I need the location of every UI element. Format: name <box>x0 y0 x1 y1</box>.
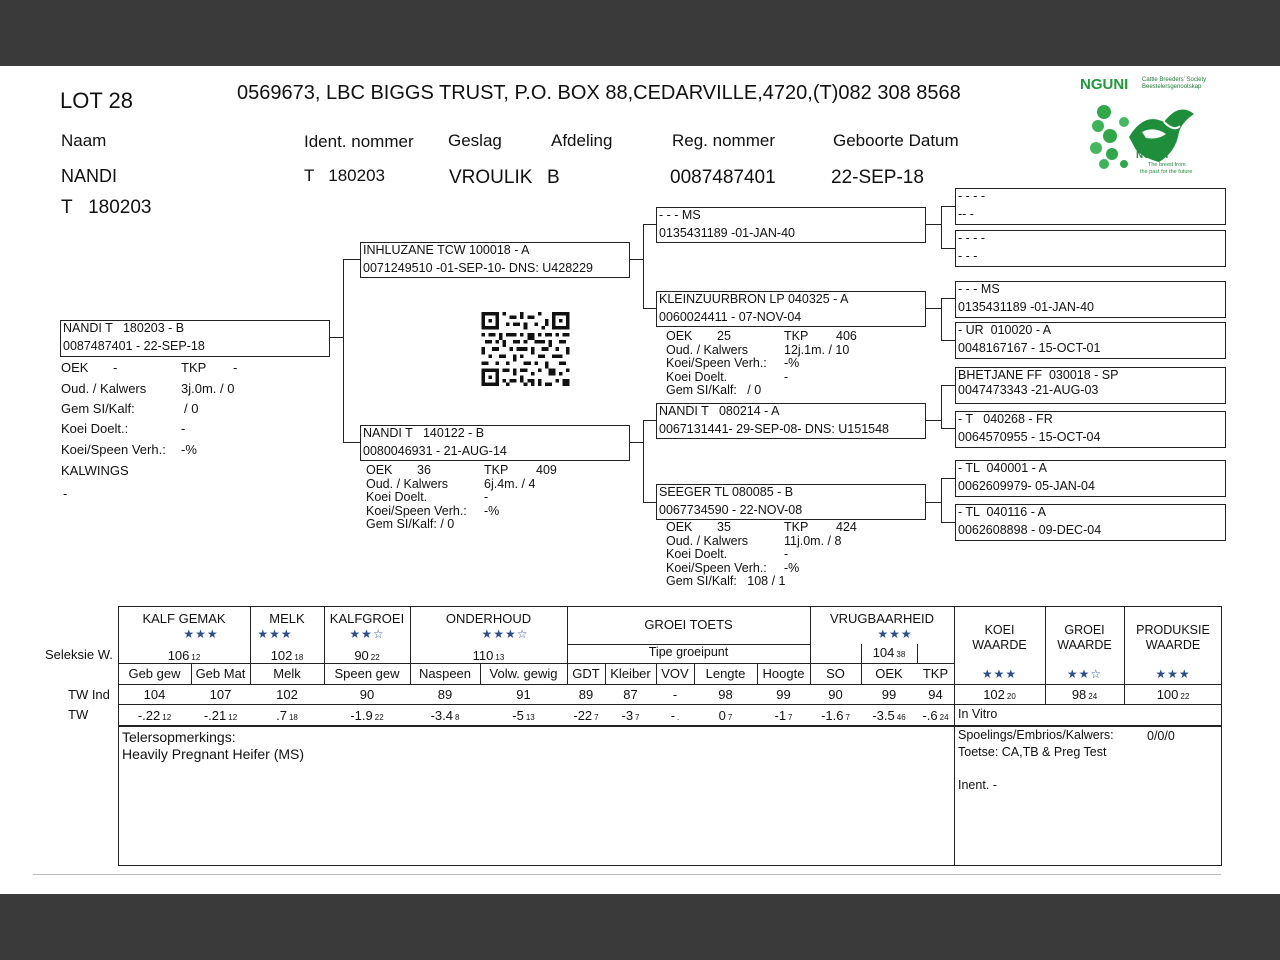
rating-stars-icon: ★★☆ <box>349 627 385 641</box>
nguni-logo <box>1078 74 1214 180</box>
gen4-line2: 0062608898 - 09-DEC-04 <box>958 523 1102 537</box>
tw-sub: 46 <box>896 713 906 722</box>
col-naspeen: Naspeen <box>418 666 472 681</box>
dam-oek: 36 <box>417 463 431 477</box>
sel-num: 110 <box>472 648 494 663</box>
sel-num: 102 <box>270 648 293 663</box>
table-rule <box>118 663 954 664</box>
logo-society-af: Beestelersgenootskap <box>1142 84 1202 90</box>
ss-line2: 0135431189 -01-JAN-40 <box>659 226 795 240</box>
animal-oek-value: - <box>113 360 118 375</box>
koei-waarde-value <box>954 687 1045 702</box>
connector <box>343 259 360 260</box>
connector <box>941 385 942 429</box>
tw-sub: 24 <box>939 713 949 722</box>
owner-info: 0569673, LBC BIGGS TRUST, P.O. BOX 88,CEDARVILLE,4720,(T)082 308 8568 <box>237 82 961 104</box>
connector <box>941 478 956 479</box>
dd-oek: 35 <box>717 520 731 534</box>
tw-ind-cell: 90 <box>359 687 375 702</box>
ds-box <box>656 403 926 439</box>
animal-verh-value: -% <box>181 442 197 457</box>
dam-verh: -% <box>484 503 500 518</box>
value-tag: T 180203 <box>61 197 152 218</box>
label-afdeling: Afdeling <box>551 131 613 150</box>
rating-stars-icon: ★★★ <box>183 627 219 641</box>
sel-value <box>861 645 917 660</box>
animal-doelt-label: Koei Doelt.: <box>61 421 129 436</box>
connector <box>941 428 956 429</box>
dd-line2: 0067734590 - 22-NOV-08 <box>659 503 803 517</box>
connector <box>925 308 941 309</box>
animal-line1: NANDI T 180203 - B <box>63 321 185 335</box>
waarde-num: 100 <box>1156 687 1179 702</box>
connector <box>629 442 644 443</box>
tw-cell <box>656 708 694 723</box>
tw-num: -5 <box>512 708 524 723</box>
animal-tkp-value: - <box>233 360 238 375</box>
sd-stats <box>666 330 886 398</box>
col-hoogte: Hoogte <box>762 666 805 681</box>
tw-num: -3 <box>621 708 634 723</box>
produksie-waarde-1: PRODUKSIE <box>1136 623 1210 637</box>
tw-ind-cell: 94 <box>928 687 943 702</box>
tw-cell <box>118 708 191 723</box>
tw-ind-cell: 91 <box>516 687 531 702</box>
tw-ind-cell: 99 <box>881 687 897 702</box>
sd-doelt-label: Koei Doelt. <box>666 369 728 384</box>
remarks-text: Heavily Pregnant Heifer (MS) <box>122 746 305 762</box>
row-label-tw-ind: TW Ind <box>68 687 110 702</box>
gen4-line1: - TL 040116 - A <box>958 505 1047 519</box>
dam-gem: Gem SI/Kalf: / 0 <box>366 517 455 531</box>
tw-ind-cell: 90 <box>828 687 843 702</box>
waarde-num: 102 <box>983 687 1005 702</box>
tw-ind-cell: 102 <box>276 687 298 702</box>
gen4-box <box>955 230 1226 267</box>
animal-verh-label: Koei/Speen Verh.: <box>61 442 166 457</box>
dam-box <box>360 425 630 461</box>
group-groei-toets: GROEI TOETS <box>644 617 733 632</box>
sel-sub: 38 <box>896 650 906 659</box>
gen4-line2: 0064570955 - 15-OCT-04 <box>958 430 1101 444</box>
dam-verh-label: Koei/Speen Verh.: <box>366 503 467 518</box>
tw-num: -.6 <box>922 708 938 723</box>
table-rule <box>118 704 1222 705</box>
table-rule <box>118 684 1222 685</box>
tw-num: -.21 <box>203 708 227 723</box>
tw-num: -1.9 <box>350 708 373 723</box>
gen4-line1: - - - - <box>958 189 986 203</box>
lot-number: LOT 28 <box>60 88 133 113</box>
sd-oek-label: OEK <box>666 329 693 343</box>
tw-cell <box>250 708 324 723</box>
connector <box>643 420 644 503</box>
sd-oud-label: Oud. / Kalwers <box>666 342 748 357</box>
animal-box <box>60 320 330 357</box>
sd-oud: 12j.1m. / 10 <box>784 342 850 357</box>
spoelings-value: 0/0/0 <box>1147 729 1175 743</box>
tw-cell <box>694 708 757 723</box>
dam-stats <box>366 464 586 532</box>
sel-num: 106 <box>167 648 190 663</box>
waarde-sub: 22 <box>1180 692 1190 701</box>
waarde-sub: 24 <box>1088 692 1098 701</box>
tw-num: -1 <box>774 708 787 723</box>
dd-oud-label: Oud. / Kalwers <box>666 533 748 548</box>
dam-doelt: - <box>484 490 489 504</box>
group-kalf-gemak: KALF GEMAK <box>142 611 226 626</box>
groei-waarde-2: WAARDE <box>1057 638 1112 652</box>
value-afdeling: B <box>547 167 560 188</box>
rating-stars-icon: ★★★ <box>877 627 913 641</box>
animal-oud-value: 3j.0m. / 0 <box>181 381 235 396</box>
sel-sub: 12 <box>191 653 201 662</box>
table-rule <box>917 644 918 664</box>
koei-waarde-2: WAARDE <box>972 638 1027 652</box>
dd-gem: Gem SI/Kalf: 108 / 1 <box>666 574 786 588</box>
gen4-line1: - - - MS <box>958 282 1000 296</box>
sel-value <box>324 648 410 663</box>
tw-cell <box>324 708 410 723</box>
groei-waarde-1: GROEI <box>1064 623 1105 637</box>
connector <box>925 420 941 421</box>
sd-verh-label: Koei/Speen Verh.: <box>666 356 767 370</box>
tw-ind-cell: 89 <box>578 687 594 702</box>
value-naam: NANDI <box>61 166 118 186</box>
gen4-box <box>955 188 1226 225</box>
dam-oud: 6j.4m. / 4 <box>484 476 536 491</box>
qr-code <box>481 312 570 386</box>
row-label-seleksie: Seleksie W. <box>45 647 113 662</box>
col-kleiber: Kleiber <box>610 666 651 681</box>
tw-cell <box>567 708 605 723</box>
connector <box>941 206 956 207</box>
connector <box>925 502 941 503</box>
tw-ind-cell: 104 <box>143 687 166 702</box>
logo-title: NGUNI <box>1080 76 1129 93</box>
tw-num: -3.5 <box>872 708 895 723</box>
gen4-line2: 0062609979- 05-JAN-04 <box>958 479 1095 493</box>
dam-oud-label: Oud. / Kalwers <box>366 476 448 491</box>
connector <box>941 478 942 523</box>
gen4-line2: 0047473343 -21-AUG-03 <box>958 383 1099 397</box>
tw-cell <box>480 708 567 723</box>
tw-ind-cell: 98 <box>718 687 733 702</box>
logo-tagline-2: the past for the future <box>1140 169 1193 175</box>
dam-tkp-label: TKP <box>484 463 509 477</box>
dd-box <box>656 484 926 520</box>
tw-cell <box>810 708 861 723</box>
sel-value <box>410 648 567 663</box>
produksie-waarde-value <box>1124 687 1222 702</box>
connector <box>941 522 956 523</box>
tw-sub: 12 <box>162 713 172 722</box>
tw-ind-cell: 89 <box>437 687 453 702</box>
tw-sub: 22 <box>374 713 384 722</box>
koei-waarde-1: KOEI <box>984 623 1015 637</box>
ss-box <box>656 207 926 243</box>
label-reg: Reg. nommer <box>672 131 775 150</box>
tw-ind-cell: 107 <box>209 687 232 702</box>
gen4-box <box>955 281 1226 318</box>
gen4-box <box>955 504 1226 541</box>
col-vov: VOV <box>661 666 689 681</box>
dam-line1: NANDI T 140122 - B <box>363 426 485 440</box>
group-vrugbaarheid: VRUGBAARHEID <box>829 611 935 626</box>
tw-num: 0 <box>718 708 726 723</box>
col-volw-gewig: Volw. gewig <box>489 666 558 681</box>
animal-oek-label: OEK <box>61 360 89 375</box>
connector <box>643 420 657 421</box>
dd-stats <box>666 521 886 589</box>
dam-doelt-label: Koei Doelt. <box>366 490 428 504</box>
value-geboorte: 22-SEP-18 <box>831 167 924 188</box>
bottom-bar <box>0 894 1280 960</box>
rating-stars-icon: ★★★☆ <box>481 627 529 641</box>
rating-stars-icon: ★★☆ <box>1066 667 1103 681</box>
dd-verh-label: Koei/Speen Verh.: <box>666 560 767 575</box>
animal-oud-label: Oud. / Kalwers <box>61 381 147 396</box>
rating-stars-icon: ★★★ <box>1155 667 1191 681</box>
rating-stars-icon: ★★★ <box>981 667 1018 681</box>
animal-doelt-value: - <box>181 421 186 436</box>
logo-badge: NGUNI <box>1136 150 1169 161</box>
connector <box>941 206 942 248</box>
tw-sub: 7 <box>727 713 733 722</box>
sd-gem: Gem SI/Kalf: / 0 <box>666 383 762 397</box>
dam-tkp: 409 <box>536 463 557 477</box>
connector <box>329 337 344 338</box>
col-speen-gew: Speen gew <box>334 666 400 681</box>
value-ident: T 180203 <box>304 166 385 185</box>
waarde-sub: 20 <box>1006 692 1016 701</box>
tw-cell <box>917 708 954 723</box>
tw-num: - <box>670 708 676 723</box>
animal-gem-value: / 0 <box>184 401 199 416</box>
dd-tkp-label: TKP <box>784 520 809 534</box>
tw-sub: . <box>677 713 680 722</box>
col-gdt: GDT <box>572 666 600 681</box>
sel-value <box>250 648 324 663</box>
dd-oud: 11j.0m. / 8 <box>784 533 842 548</box>
value-reg: 0087487401 <box>670 167 776 188</box>
connector <box>941 248 956 249</box>
col-lengte: Lengte <box>705 666 746 681</box>
connector <box>643 224 644 309</box>
tw-sub: 7 <box>845 713 850 722</box>
tw-ind-cell: 87 <box>623 687 638 702</box>
sd-box <box>656 291 926 327</box>
groei-waarde-value <box>1045 687 1124 702</box>
col-tkp: TKP <box>922 666 949 681</box>
remarks-label: Telersopmerkings: <box>122 729 236 745</box>
sel-value <box>118 648 250 663</box>
footer-rule <box>33 874 1221 875</box>
gen4-line1: - TL 040001 - A <box>958 461 1047 475</box>
ss-line1: - - - MS <box>659 208 701 222</box>
label-ident: Ident. nommer <box>304 132 414 151</box>
tw-sub: 7 <box>788 713 793 722</box>
sd-tkp-label: TKP <box>784 329 809 343</box>
gen4-box <box>955 460 1226 497</box>
dam-line2: 0080046931 - 21-AUG-14 <box>363 444 507 458</box>
group-onderhoud: ONDERHOUD <box>445 611 532 626</box>
tw-cell <box>410 708 480 723</box>
tw-sub: 7 <box>594 713 599 722</box>
gen4-line1: - T 040268 - FR <box>958 412 1053 426</box>
sel-sub: 18 <box>294 653 304 662</box>
tw-sub: 12 <box>228 713 238 722</box>
tw-ind-cell: - <box>672 687 678 702</box>
gen4-box <box>955 367 1226 404</box>
dd-tkp: 424 <box>836 520 857 534</box>
toetse: Toetse: CA,TB & Preg Test <box>958 745 1107 759</box>
row-label-tw: TW <box>68 707 89 722</box>
dd-doelt: - <box>784 547 789 561</box>
dd-verh: -% <box>784 560 800 575</box>
sd-verh: -% <box>784 356 800 370</box>
dam-oek-label: OEK <box>366 463 393 477</box>
col-geb-mat: Geb Mat <box>195 666 246 681</box>
tw-sub: 18 <box>288 713 298 722</box>
table-divider <box>118 725 1222 727</box>
tw-ind-cell: 99 <box>776 687 791 702</box>
gen4-line2: 0048167167 - 15-OCT-01 <box>958 341 1101 355</box>
tw-cell <box>757 708 810 723</box>
connector <box>629 259 644 260</box>
connector <box>941 298 956 299</box>
gen4-line1: - UR 010020 - A <box>958 323 1052 337</box>
tw-cell <box>191 708 250 723</box>
sire-line2: 0071249510 -01-SEP-10- DNS: U428229 <box>363 261 594 275</box>
tw-cell <box>605 708 656 723</box>
kalwings-label: KALWINGS <box>61 463 129 478</box>
tipe-groeipunt: Tipe groeipunt <box>648 645 729 659</box>
animal-line2: 0087487401 - 22-SEP-18 <box>63 339 205 353</box>
tw-num: -1.6 <box>821 708 844 723</box>
gen4-box <box>955 322 1226 359</box>
group-kalfgroei: KALFGROEI <box>329 611 405 626</box>
connector <box>343 259 344 443</box>
dd-line1: SEEGER TL 080085 - B <box>659 485 794 499</box>
ds-line2: 0067131441- 29-SEP-08- DNS: U151548 <box>659 422 890 436</box>
connector <box>643 308 657 309</box>
tw-num: -.22 <box>137 708 161 723</box>
connector <box>643 224 657 225</box>
ds-line1: NANDI T 080214 - A <box>659 404 780 418</box>
dd-oek-label: OEK <box>666 520 693 534</box>
sd-tkp: 406 <box>836 329 857 343</box>
tw-num: .7 <box>276 708 287 723</box>
sd-line2: 0060024411 - 07-NOV-04 <box>659 310 802 324</box>
col-oek: OEK <box>875 666 903 681</box>
value-geslag: VROULIK <box>449 167 533 188</box>
col-geb-gew: Geb gew <box>128 666 181 681</box>
sd-doelt: - <box>784 369 789 384</box>
tw-cell <box>861 708 917 723</box>
sel-sub: 13 <box>495 653 505 662</box>
gen4-line2: 0135431189 -01-JAN-40 <box>958 300 1094 314</box>
connector <box>343 442 360 443</box>
connector <box>941 298 942 341</box>
connector <box>941 340 956 341</box>
sd-oek: 25 <box>717 329 731 343</box>
animal-gem-label: Gem SI/Kalf: <box>61 401 135 416</box>
sel-num: 90 <box>354 648 369 663</box>
logo-society-en: Cattle Breeders' Society <box>1142 77 1207 83</box>
sel-sub: 22 <box>370 653 380 662</box>
sel-num: 104 <box>872 645 895 660</box>
connector <box>941 385 956 386</box>
top-bar <box>0 0 1280 66</box>
produksie-waarde-2: WAARDE <box>1145 638 1201 652</box>
tw-num: -3.4 <box>430 708 453 723</box>
spoelings-label: Spoelings/Embrios/Kalwers: <box>958 728 1114 742</box>
group-melk: MELK <box>269 611 305 626</box>
label-geboorte: Geboorte Datum <box>833 131 959 150</box>
animal-tkp-label: TKP <box>181 360 207 375</box>
gen4-line2: -- - <box>958 207 974 221</box>
inent: Inent. - <box>958 778 997 792</box>
sire-box <box>360 242 630 278</box>
label-naam: Naam <box>61 131 107 150</box>
col-melk: Melk <box>273 666 301 681</box>
gen4-box <box>955 411 1226 448</box>
label-geslag: Geslag <box>448 131 502 150</box>
gen4-line1: BHETJANE FF 030018 - SP <box>958 368 1119 382</box>
col-so: SO <box>826 666 845 681</box>
kalwings-value: - <box>63 486 68 501</box>
tw-sub: 8 <box>454 713 460 722</box>
in-vitro: In Vitro <box>958 707 998 721</box>
sire-line1: INHLUZANE TCW 100018 - A <box>363 243 530 257</box>
sd-line1: KLEINZUURBRON LP 040325 - A <box>659 292 849 306</box>
gen4-line1: - - - - <box>958 231 986 245</box>
rating-stars-icon: ★★★ <box>257 627 293 641</box>
tw-sub: 7 <box>635 713 640 722</box>
tw-sub: 13 <box>525 713 535 722</box>
connector <box>643 502 657 503</box>
waarde-num: 98 <box>1071 687 1087 702</box>
connector <box>925 224 941 225</box>
dd-doelt-label: Koei Doelt. <box>666 547 728 561</box>
gen4-line2: - - - <box>958 249 978 263</box>
tw-num: -22 <box>573 708 593 723</box>
logo-tagline-1: The breed from <box>1148 162 1186 168</box>
